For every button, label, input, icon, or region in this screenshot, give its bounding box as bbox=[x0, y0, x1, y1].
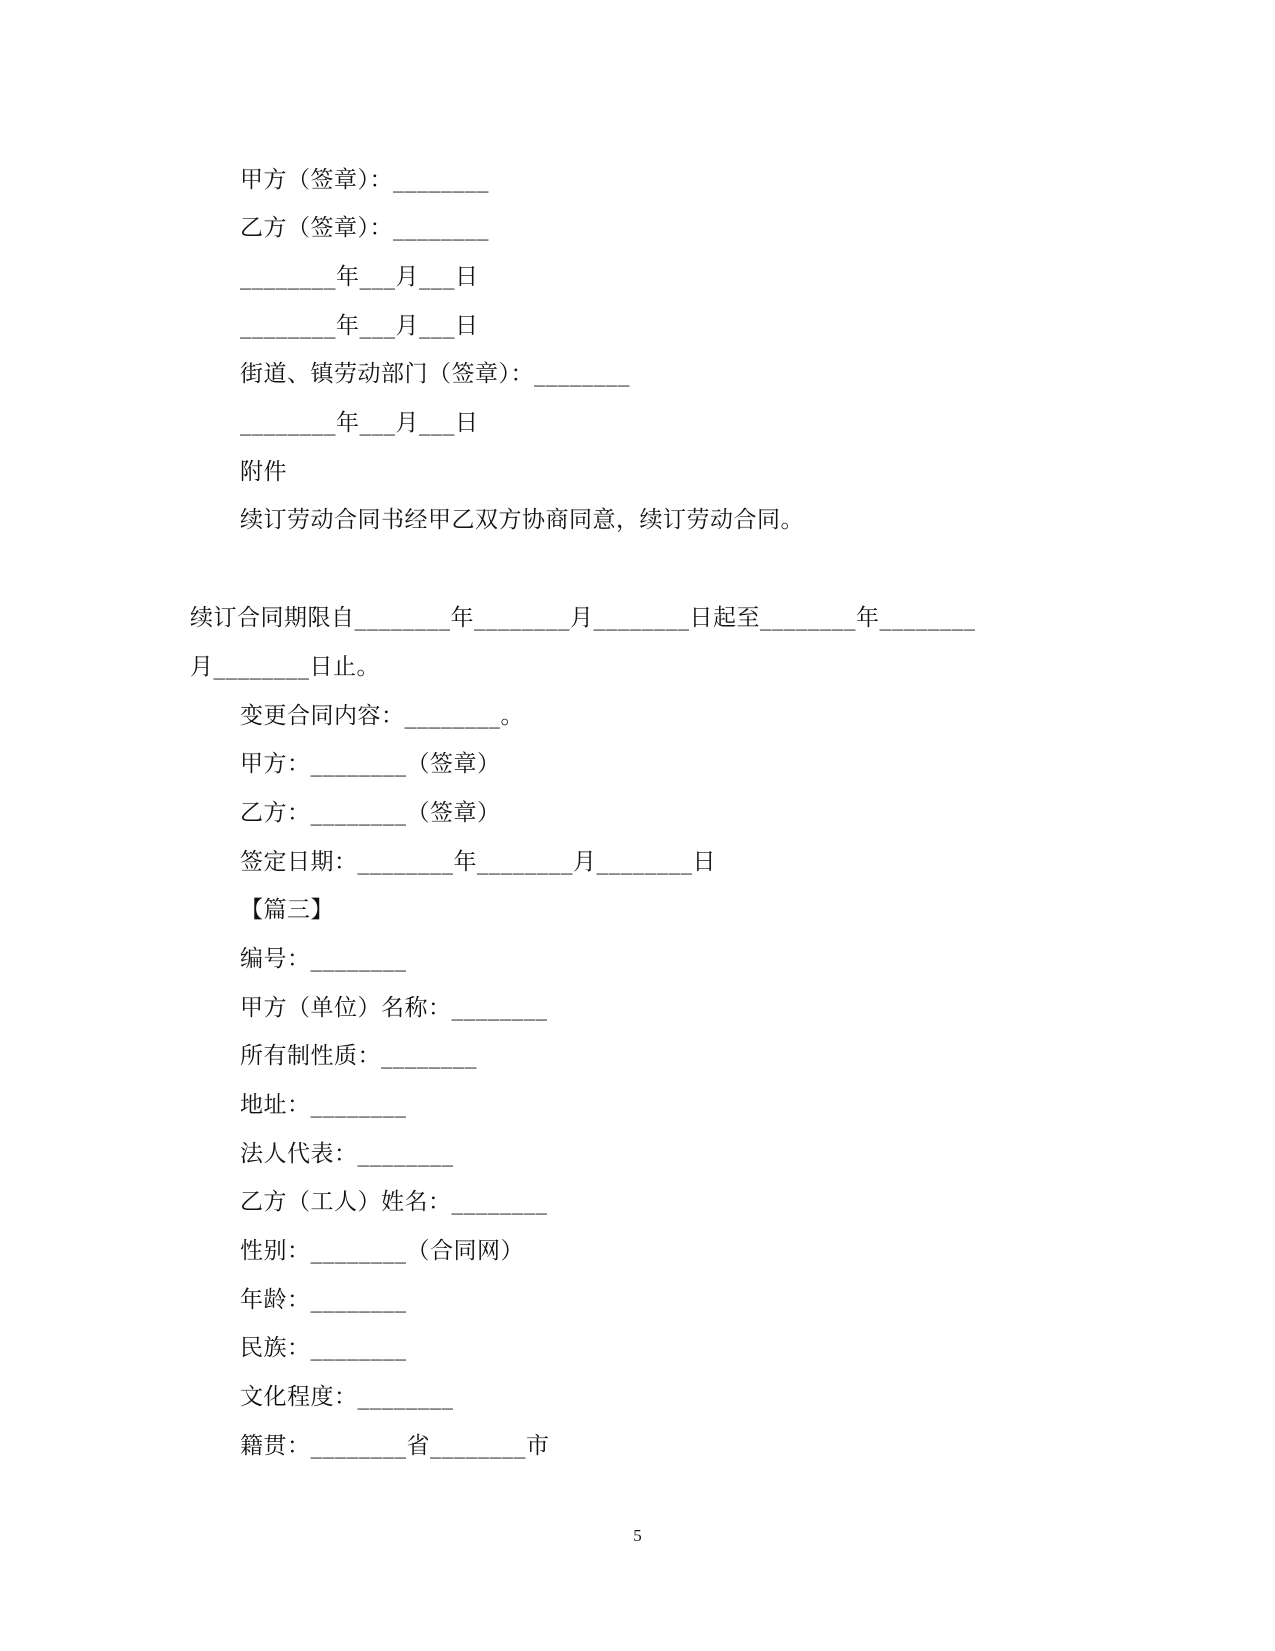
labor-department-signature-line: 街道、镇劳动部门（签章）：________ bbox=[240, 361, 630, 387]
party-b-line: 乙方：________（签章） bbox=[240, 800, 501, 826]
date-line-2: ________年___月___日 bbox=[240, 313, 479, 339]
renewal-term-line-1: 续订合同期限自________年________月________日起至________年________ bbox=[190, 605, 976, 631]
section-three-heading: 【篇三】 bbox=[240, 897, 334, 923]
party-b-name-line: 乙方（工人）姓名：________ bbox=[240, 1189, 548, 1215]
ethnicity-line: 民族：________ bbox=[240, 1335, 407, 1361]
education-line: 文化程度：________ bbox=[240, 1384, 454, 1410]
address-line: 地址：________ bbox=[240, 1092, 407, 1118]
party-a-name-line: 甲方（单位）名称：________ bbox=[240, 995, 548, 1021]
ownership-line: 所有制性质：________ bbox=[240, 1043, 477, 1069]
attachment-heading: 附件 bbox=[240, 459, 287, 485]
date-line-3: ________年___月___日 bbox=[240, 410, 479, 436]
renewal-intro-paragraph: 续订劳动合同书经甲乙双方协商同意，续订劳动合同。 bbox=[240, 507, 804, 533]
number-field-line: 编号：________ bbox=[240, 946, 407, 972]
party-a-line: 甲方：________（签章） bbox=[240, 751, 501, 777]
native-place-line: 籍贯：________省________市 bbox=[240, 1433, 550, 1459]
gender-line: 性别：________（合同网） bbox=[240, 1238, 524, 1264]
legal-representative-line: 法人代表：________ bbox=[240, 1141, 454, 1167]
signing-date-line: 签定日期：________年________月________日 bbox=[240, 849, 716, 875]
party-b-signature-line: 乙方（签章）：________ bbox=[240, 215, 489, 241]
page-number: 5 bbox=[633, 1526, 642, 1545]
age-line: 年龄：________ bbox=[240, 1287, 407, 1313]
party-a-signature-line: 甲方（签章）：________ bbox=[240, 167, 489, 193]
date-line-1: ________年___月___日 bbox=[240, 264, 479, 290]
contract-change-line: 变更合同内容：________。 bbox=[240, 703, 524, 729]
renewal-term-line-2: 月________日止。 bbox=[190, 654, 380, 680]
